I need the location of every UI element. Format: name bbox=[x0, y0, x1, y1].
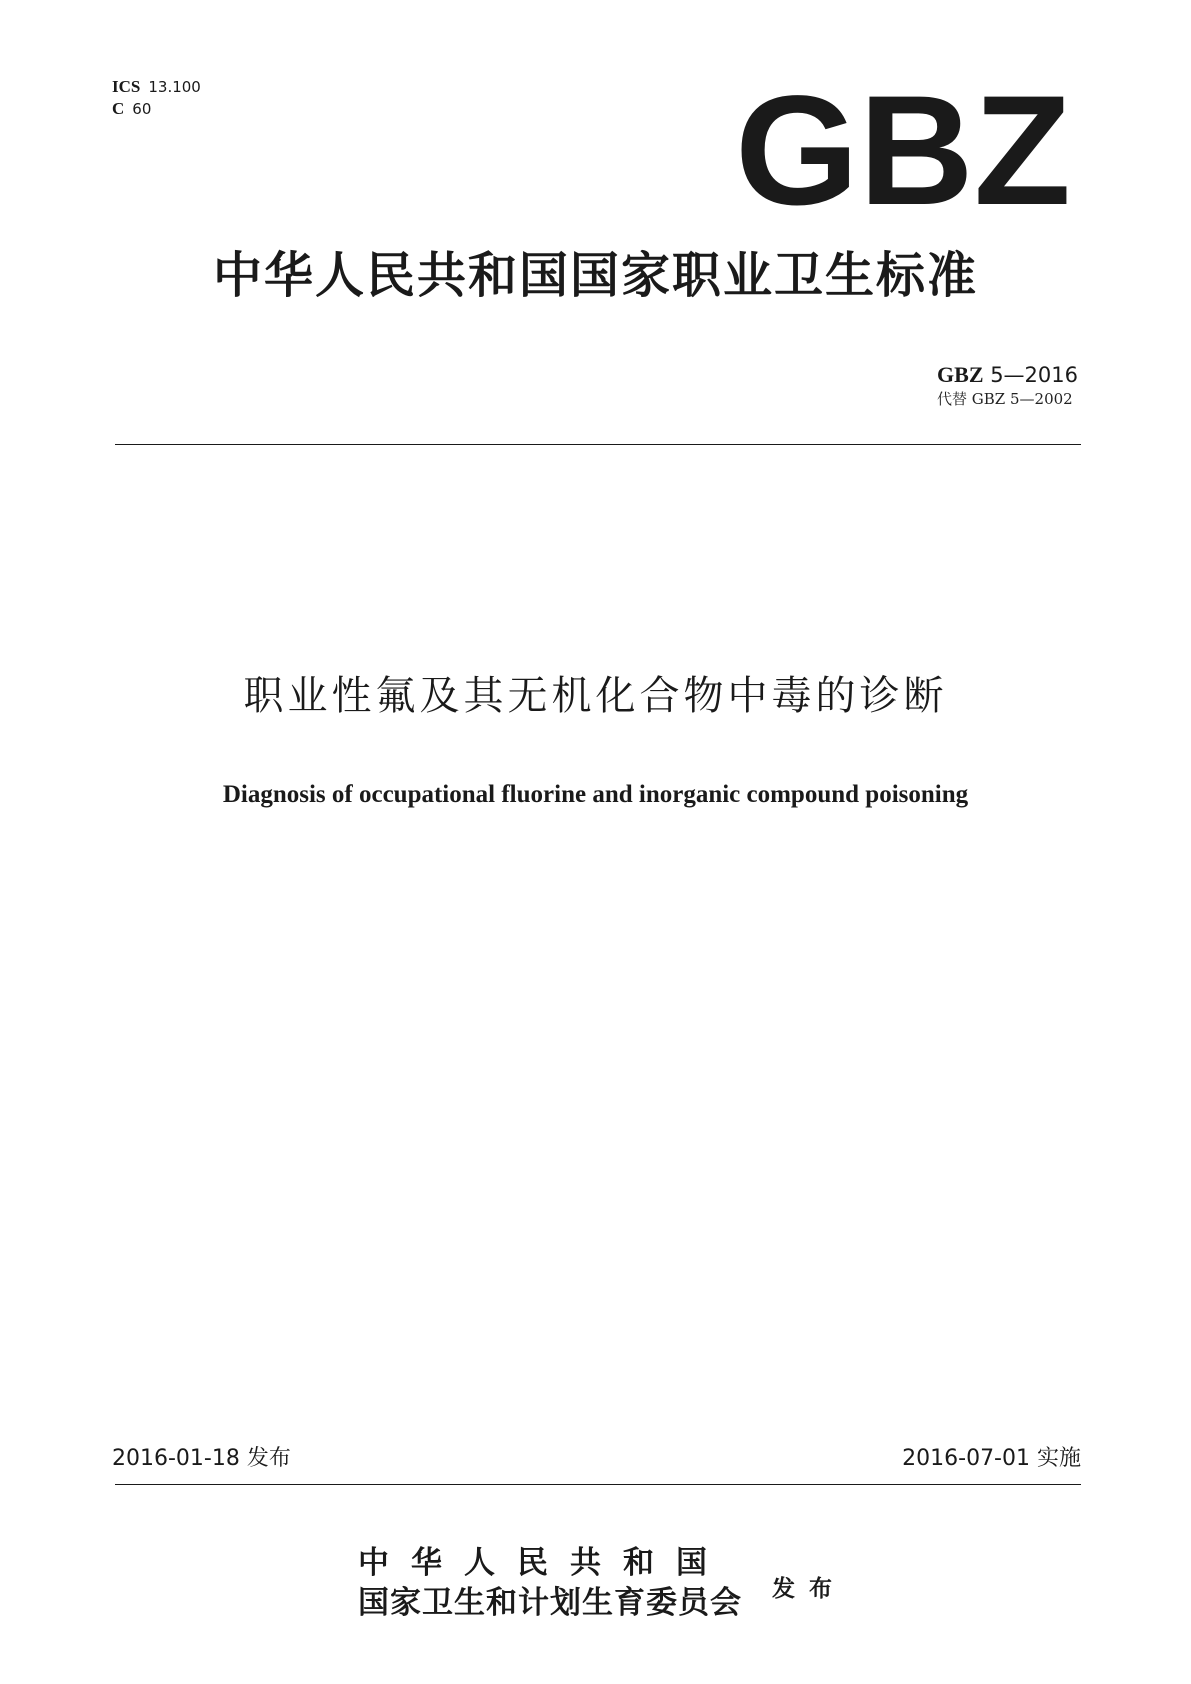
ics-code bbox=[112, 76, 201, 98]
standard-prefix: GBZ bbox=[937, 362, 984, 387]
standard-category-title: 中华人民共和国国家职业卫生标准 bbox=[212, 247, 978, 304]
ccs-value: 60 bbox=[132, 100, 152, 118]
document-title-en: Diagnosis of occupational fluorine and inorganic compound poisoning bbox=[222, 781, 969, 808]
standard-code-block bbox=[937, 362, 1078, 410]
issuer-block bbox=[358, 1543, 742, 1623]
issuer-line-2: 国家卫生和计划生育委员会 bbox=[358, 1585, 742, 1621]
gbz-logo-text: GBZ bbox=[735, 90, 1071, 208]
gbz-logo bbox=[733, 90, 1073, 208]
document-title-zh: 职业性氟及其无机化合物中毒的诊断 bbox=[243, 673, 948, 719]
effective-date: 2016-07-01 实施 bbox=[902, 1446, 1081, 1471]
classification-codes bbox=[112, 76, 201, 120]
issuer-line-1: 中华人民共和国 bbox=[358, 1545, 729, 1581]
replaces-standard: 代替 GBZ 5—2002 bbox=[937, 390, 1073, 408]
ccs-code bbox=[112, 98, 201, 120]
ics-value: 13.100 bbox=[148, 78, 201, 96]
standard-number-value: 5—2016 bbox=[990, 363, 1078, 387]
ccs-label: C bbox=[112, 99, 125, 118]
issue-date: 2016-01-18 发布 bbox=[112, 1446, 291, 1471]
publish-label: 发布 bbox=[772, 1575, 846, 1602]
header-divider bbox=[115, 444, 1081, 445]
standard-number bbox=[937, 362, 1078, 388]
ics-label: ICS bbox=[112, 77, 141, 96]
footer-divider bbox=[115, 1484, 1081, 1485]
